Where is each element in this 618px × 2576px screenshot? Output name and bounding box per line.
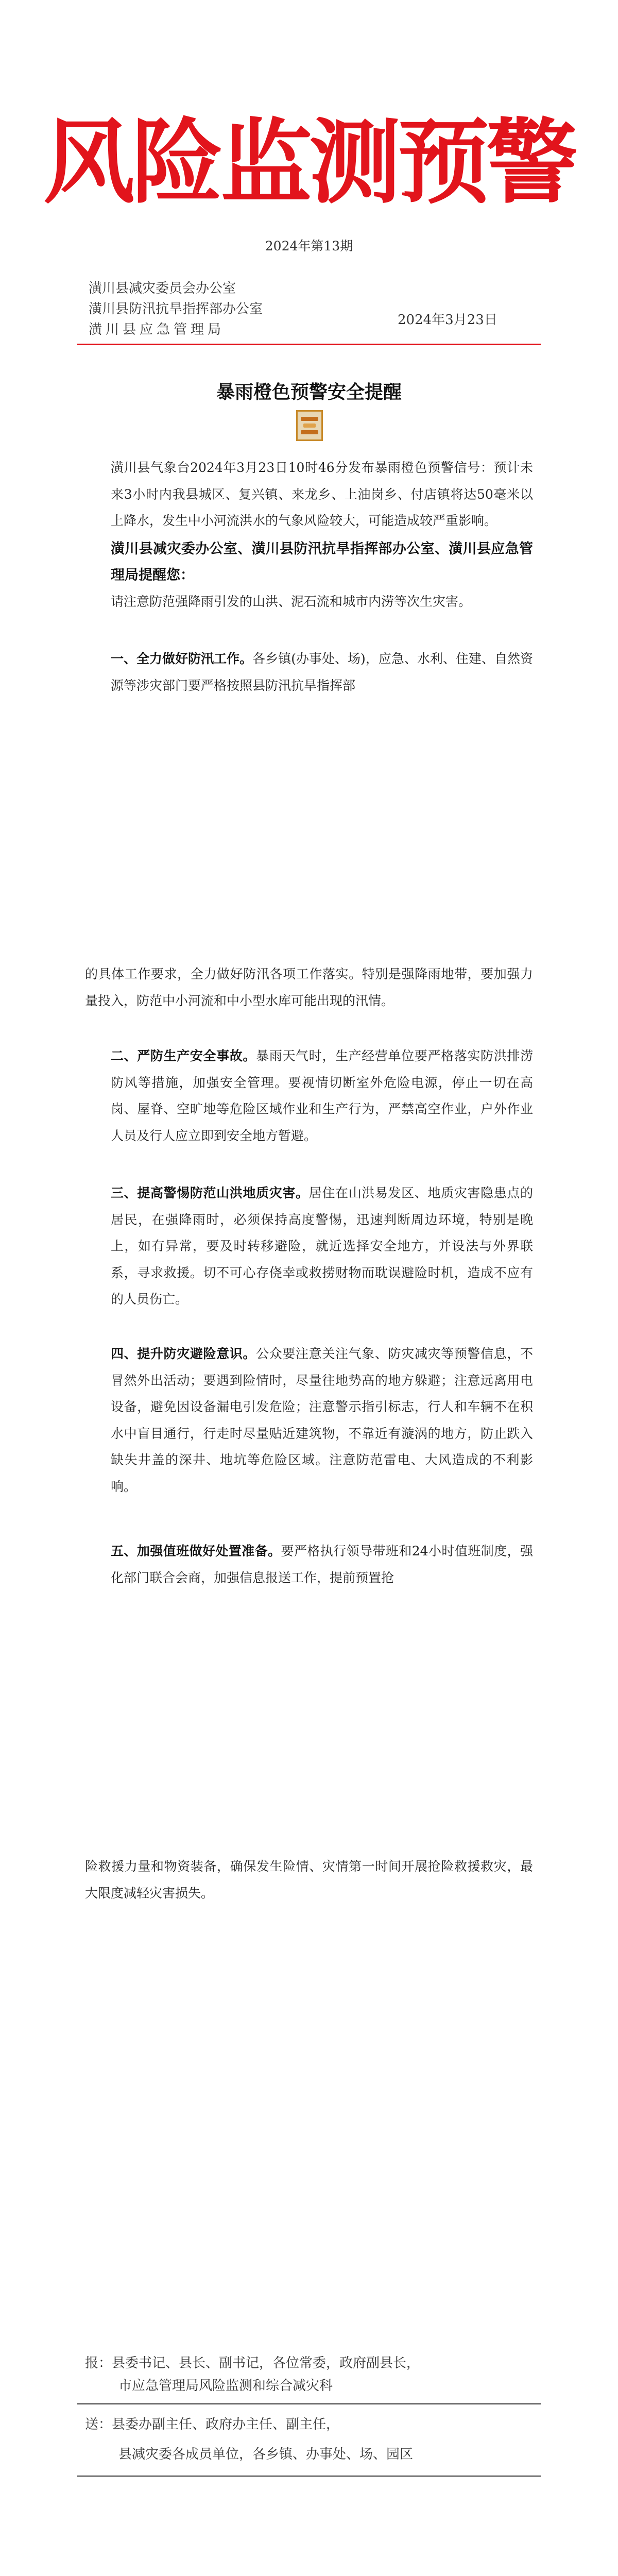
issuer-list: [89, 278, 263, 340]
issue-date: 2024年3月23日: [398, 312, 497, 328]
section-2-heading: 二、严防生产安全事故。: [111, 1048, 256, 1063]
document-title: 暴雨橙色预警安全提醒: [216, 381, 402, 403]
reminder-heading: 潢川县减灾委办公室、潢川县防汛抗旱指挥部办公室、潢川县应急管理局提醒您：: [111, 541, 533, 583]
section-5-heading: 五、加强值班做好处置准备。: [111, 1544, 281, 1558]
section-1-text-a: 各乡镇(办事处、场)，应急、水利、住建、自然资源等涉灾部门要严格按照县防汛抗旱指挥部: [111, 651, 533, 693]
section-5-text-b: 险救援力量和物资装备，确保发生险情、灾情第一时间开展抢险救援救灾，最大限度减轻灾害损失。: [85, 1859, 533, 1901]
section-3-heading: 三、提高警惕防范山洪地质灾害。: [111, 1185, 309, 1200]
issuer-emergency-bureau: 潢川县应急管理局: [89, 322, 225, 337]
report-line-1: 报：县委书记、县长、副书记，各位常委，政府副县长，: [85, 2355, 420, 2371]
section-4-heading: 四、提升防灾避险意识。: [111, 1346, 256, 1361]
section-5-text-a: 要严格执行领导带班和24小时值班制度，强化部门联合会商，加强信息报送工作，提前预置抢: [111, 1544, 533, 1585]
issuer-flood-control-office: 潢川县防汛抗旱指挥部办公室: [89, 301, 263, 317]
section-4: [85, 1341, 533, 1500]
reminder-block: [85, 536, 533, 615]
section-4-text: 公众要注意关注气象、防灾减灾等预警信息，不冒然外出活动；要遇到险情时，尽量往地势高的地方躲避；注意远离用电设备，避免因设备漏电引发危险；注意警示指引标志，行人和车辆不在积水中盲目通行，行走时尽量贴近建筑物，不靠近有漩涡的地方，防止跌入缺失井盖的深井、地坑等危险区域。注意防范雷电、大风造成的不利影响。: [111, 1346, 533, 1494]
intro-text: 潢川县气象台2024年3月23日10时46分发布暴雨橙色预警信号：预计未来3小时内我县城区、复兴镇、来龙乡、上油岗乡、付店镇将达50毫米以上降水，发生中小河流洪水的气象风险较大，可能造成较严重影响。: [111, 460, 533, 528]
report-line-2: 市应急管理局风险监测和综合减灾科: [118, 2378, 333, 2394]
distribution-divider-top: [77, 2403, 541, 2404]
section-3-text: 居住在山洪易发区、地质灾害隐患点的居民，在强降雨时，必须保持高度警惕，迅速判断周边环境，特别是晚上，如有异常，要及时转移避险，就近选择安全地方，并设法与外界联系，寻求救援。切不可心存侥幸或救捞财物而耽误避险时机，造成不应有的人员伤亡。: [111, 1185, 533, 1307]
send-line-2: 县减灾委各成员单位，各乡镇、办事处、场、园区: [118, 2447, 414, 2462]
issue-number: 2024年第13期: [265, 239, 353, 253]
section-3: [85, 1180, 533, 1313]
section-5-continued: [85, 1853, 533, 1906]
warning-signal-icon: [296, 410, 323, 441]
report-recipients: [85, 2352, 420, 2397]
reminder-text: 请注意防范强降雨引发的山洪、泥石流和城市内涝等次生灾害。: [111, 594, 472, 609]
section-5-start: [85, 1538, 533, 1591]
issuer-disaster-reduction-office: 潢川县减灾委员会办公室: [89, 281, 236, 296]
masthead-title: 风险监测预警: [43, 108, 575, 216]
section-1-heading: 一、全力做好防汛工作。: [111, 651, 253, 666]
send-line-1: 送：县委办副主任、政府办主任、副主任，: [85, 2417, 340, 2432]
header-divider: [77, 344, 541, 345]
section-1-continued: [85, 961, 533, 1014]
section-2: [85, 1043, 533, 1149]
send-recipients: [85, 2413, 413, 2466]
intro-paragraph: [85, 454, 533, 534]
section-1-start: [85, 646, 533, 699]
distribution-divider-bottom: [77, 2476, 541, 2477]
section-2-text: 暴雨天气时，生产经营单位要严格落实防洪排涝防风等措施，加强安全管理。要视情切断室外危险电源，停止一切在高岗、屋脊、空旷地等危险区域作业和生产行为，严禁高空作业，户外作业人员及行人应立即到安全地方暂避。: [111, 1048, 533, 1143]
section-1-text-b: 的具体工作要求，全力做好防汛各项工作落实。特别是强降雨地带，要加强力量投入，防范中小河流和中小型水库可能出现的汛情。: [85, 967, 533, 1008]
